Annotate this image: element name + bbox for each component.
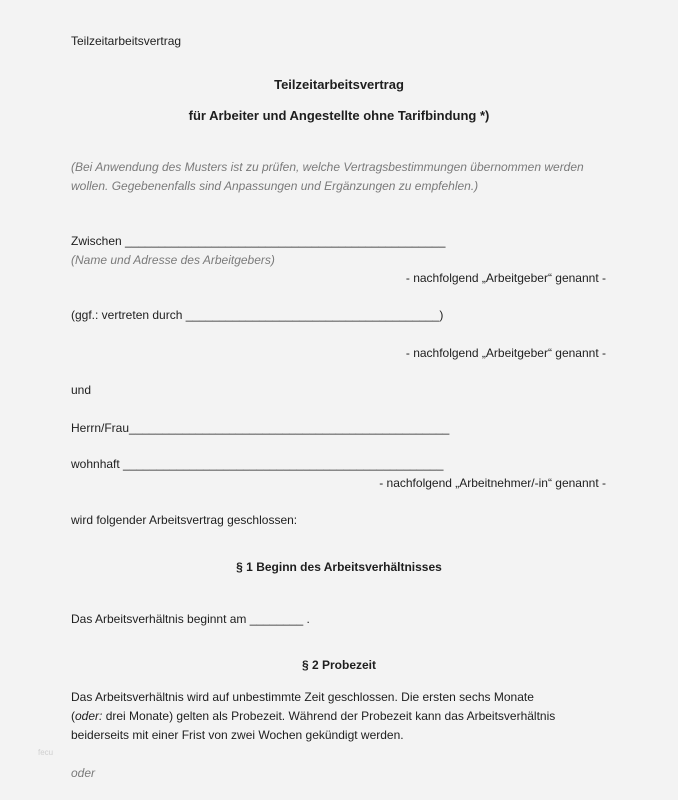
oder-text: oder bbox=[71, 766, 96, 780]
section-2-title: § 2 Probezeit bbox=[301, 658, 377, 672]
section-2-line-2-rest: drei Monate) gelten als Probezeit. Während der Probezeit kann das Arbeitsverhältnis bbox=[102, 709, 556, 723]
section-1-title: § 1 Beginn des Arbeitsverhältnisses bbox=[236, 560, 442, 574]
employer-designation-2: - nachfolgend „Arbeitgeber“ genannt - bbox=[405, 346, 606, 360]
contract-concluded-text: wird folgender Arbeitsvertrag geschlossen: bbox=[71, 513, 298, 527]
und-text: und bbox=[71, 383, 92, 397]
employee-designation: - nachfolgend „Arbeitnehmer/-in“ genannt - bbox=[379, 476, 606, 490]
watermark: fecu bbox=[38, 748, 54, 757]
employer-designation-1: - nachfolgend „Arbeitgeber“ genannt - bbox=[405, 271, 606, 285]
employer-hint: (Name und Adresse des Arbeitgebers) bbox=[71, 253, 275, 267]
section-2-oder-italic: oder: bbox=[75, 709, 103, 723]
document-header-label: Teilzeitarbeitsvertrag bbox=[71, 34, 182, 48]
document-subtitle: für Arbeiter und Angestellte ohne Tarifbindung *) bbox=[188, 108, 490, 123]
document-title: Teilzeitarbeitsvertrag bbox=[274, 77, 404, 92]
section-2-line-2: (oder: drei Monate) gelten als Probezeit. Während der Probezeit kann das Arbeitsverhältnis bbox=[71, 709, 556, 723]
section-2-line-1: Das Arbeitsverhältnis wird auf unbestimmte Zeit geschlossen. Die ersten sechs Monate bbox=[71, 690, 534, 704]
usage-note-line-1: (Bei Anwendung des Musters ist zu prüfen, welche Vertragsbestimmungen übernommen werden bbox=[71, 160, 584, 174]
employee-name-field: Herrn/Frau________________________________________________ bbox=[71, 421, 450, 435]
employee-address-field: wohnhaft ________________________________________________ bbox=[71, 457, 444, 471]
section-1-text: Das Arbeitsverhältnis beginnt am ________ . bbox=[71, 612, 310, 626]
employer-field: Zwischen ________________________________________________ bbox=[71, 234, 446, 248]
section-2-line-3: beiderseits mit einer Frist von zwei Wochen gekündigt werden. bbox=[71, 728, 404, 742]
represented-by-field: (ggf.: vertreten durch ______________________________________) bbox=[71, 308, 444, 322]
usage-note-line-2: wollen. Gegebenenfalls sind Anpassungen und Ergänzungen zu empfehlen.) bbox=[71, 179, 479, 193]
